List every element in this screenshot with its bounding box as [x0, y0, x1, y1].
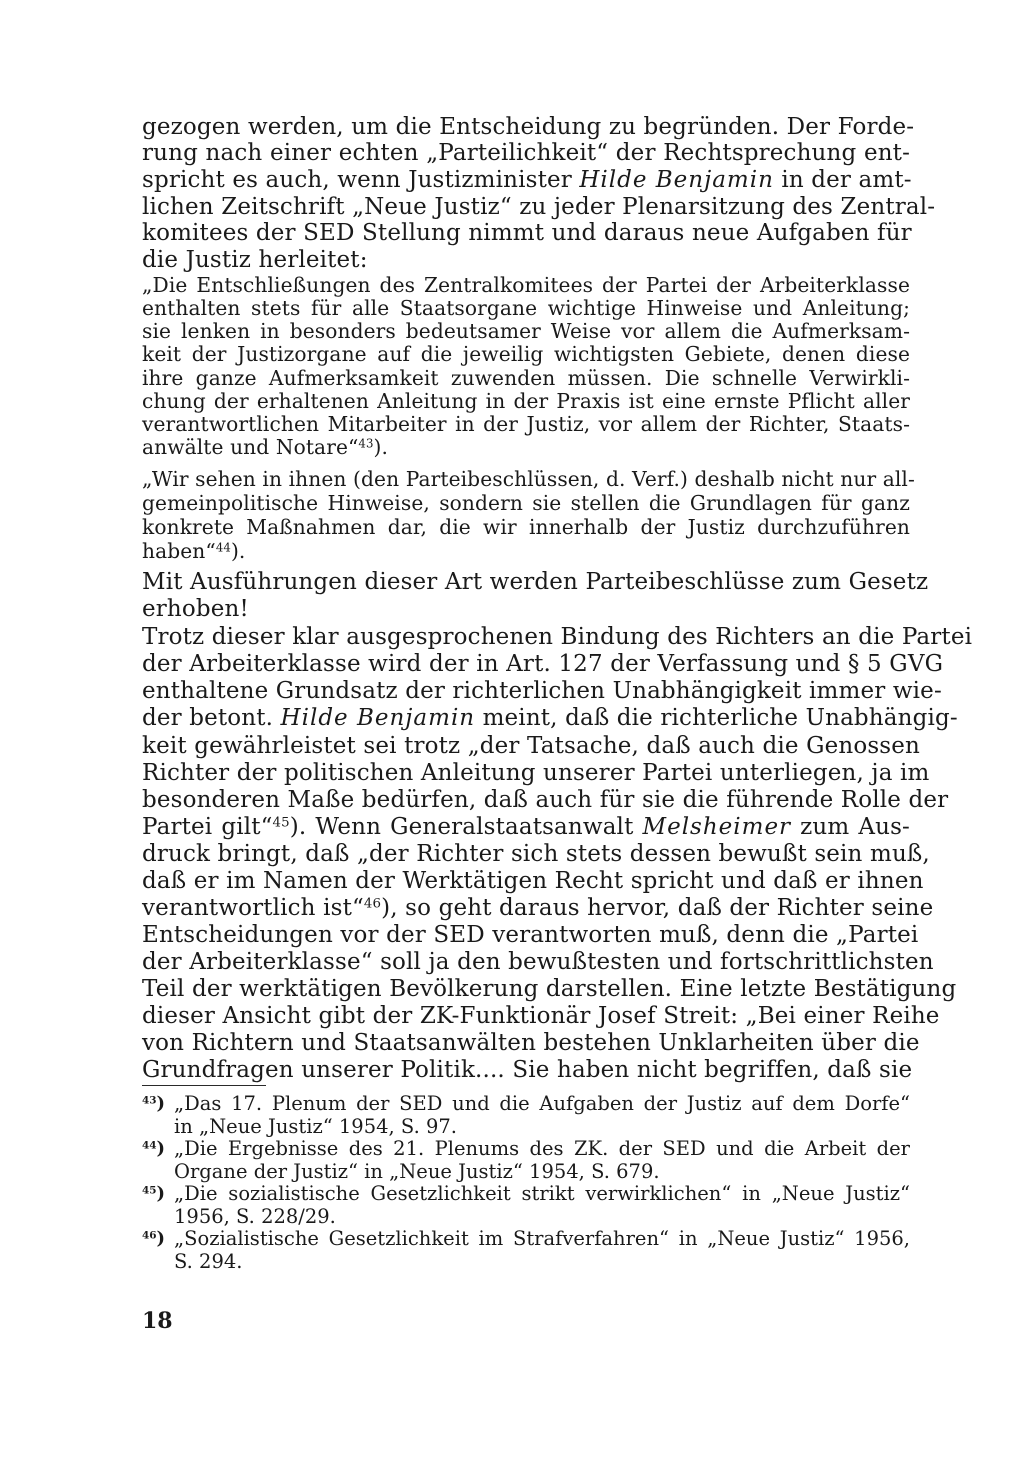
quote-line: verantwortlichen Mitarbeiter in der Justiz, vor allem der Richter, Staats- [142, 412, 910, 436]
footnote-text: in „Neue Justiz“ 1954, S. 97. [174, 1115, 457, 1138]
footnote-text: Organe der Justiz“ in „Neue Justiz“ 1954, S. 679. [174, 1160, 660, 1183]
quote-line: anwälte und Notare“$^{43}$). [142, 435, 389, 459]
quote-line: enthalten stets für alle Staatsorgane wichtige Hinweise und Anleitung; [142, 296, 910, 320]
quote-line: keit der Justizorgane auf die jeweilig wichtigsten Gebiete, denen diese [142, 342, 910, 366]
footnote-text: „Sozialistische Gesetzlichkeit im Strafverfahren“ in „Neue Justiz“ 1956, [174, 1227, 910, 1250]
person-name: Hilde Benjamin [579, 167, 774, 193]
page-number: 18 [142, 1308, 173, 1334]
footnote-separator [142, 1085, 266, 1086]
body-line: Mit Ausführungen dieser Art werden Parteibeschlüsse zum Gesetz [142, 569, 929, 595]
body-line: enthaltene Grundsatz der richterlichen Unabhängigkeit immer wie- [142, 678, 942, 704]
footnote-text: „Die sozialistische Gesetzlichkeit strikt verwirklichen“ in „Neue Justiz“ [174, 1182, 910, 1205]
body-line: lichen Zeitschrift „Neue Justiz“ zu jeder Plenarsitzung des Zentral- [142, 194, 936, 220]
body-line: Entscheidungen vor der SED verantworten muß, denn die „Partei [142, 922, 919, 948]
footnote-marker: $^{46}$) [142, 1228, 166, 1249]
body-line: rung nach einer echten „Parteilichkeit“ der Rechtsprechung ent- [142, 140, 910, 166]
body-line: Richter der politischen Anleitung unserer Partei unterliegen, ja im [142, 760, 930, 786]
body-line: verantwortlich ist“$^{46}$), so geht daraus hervor, daß der Richter seine [142, 895, 934, 921]
body-line: der Arbeiterklasse wird der in Art. 127 der Verfassung und § 5 GVG [142, 651, 944, 677]
person-name: Hilde Benjamin [280, 705, 476, 731]
body-line: erhoben! [142, 596, 249, 622]
quote-line: konkrete Maßnahmen dar, die wir innerhalb der Justiz durchzuführen [142, 515, 910, 539]
body-line: die Justiz herleitet: [142, 247, 368, 273]
body-line: gezogen werden, um die Entscheidung zu begründen. Der Forde- [142, 114, 915, 140]
footnote-ref: 45 [272, 815, 290, 831]
footnote-text: 1956, S. 228/29. [174, 1205, 336, 1228]
body-line: daß er im Namen der Werktätigen Recht spricht und daß er ihnen [142, 868, 924, 894]
quote-line: chung der erhaltenen Anleitung in der Praxis ist eine ernste Pflicht aller [142, 389, 910, 413]
body-line: besonderen Maße bedürfen, daß auch für sie die führende Rolle der [142, 787, 949, 813]
person-name: Melsheimer [642, 814, 792, 840]
body-line: druck bringt, daß „der Richter sich stets dessen bewußt sein muß, [142, 841, 930, 867]
body-line: spricht es auch, wenn Justizminister Hilde Benjamin in der amt- [142, 167, 912, 193]
footnote-ref: 46 [363, 896, 382, 912]
body-line: der Arbeiterklasse“ soll ja den bewußtesten und fortschrittlichsten [142, 949, 934, 975]
quote-line: ihre ganze Aufmerksamkeit zuwenden müssen. Die schnelle Verwirkli- [142, 366, 910, 390]
footnote-text: „Das 17. Plenum der SED und die Aufgaben der Justiz auf dem Dorfe“ [174, 1092, 910, 1115]
footnote-ref: 44 [215, 540, 231, 555]
footnote-marker: $^{44}$) [142, 1138, 166, 1159]
body-line: dieser Ansicht gibt der ZK-Funktionär Josef Streit: „Bei einer Reihe [142, 1003, 940, 1029]
body-line: Teil der werktätigen Bevölkerung darstellen. Eine letzte Bestätigung [142, 976, 957, 1002]
quote-line: sie lenken in besonders bedeutsamer Weise vor allem die Aufmerksam- [142, 319, 910, 343]
quote-line: „Die Entschließungen des Zentralkomitees der Partei der Arbeiterklasse [142, 273, 910, 297]
body-line: Trotz dieser klar ausgesprochenen Bindung des Richters an die Partei [142, 624, 973, 650]
quote-line: „Wir sehen in ihnen (den Parteibeschlüssen, d. Verf.) deshalb nicht nur all- [142, 467, 915, 491]
quote-line: haben“$^{44}$). [142, 539, 246, 563]
body-line: Partei gilt“$^{45}$). Wenn Generalstaatsanwalt Melsheimer zum Aus- [142, 814, 910, 840]
footnote-ref: 43 [358, 436, 374, 451]
footnote-text: „Die Ergebnisse des 21. Plenums des ZK. der SED und die Arbeit der [174, 1137, 910, 1160]
body-line: Grundfragen unserer Politik.... Sie haben nicht begriffen, daß sie [142, 1057, 913, 1083]
footnote-text: S. 294. [174, 1250, 243, 1273]
body-line: von Richtern und Staatsanwälten bestehen Unklarheiten über die [142, 1030, 920, 1056]
body-line: komitees der SED Stellung nimmt und daraus neue Aufgaben für [142, 220, 912, 246]
quote-line: gemeinpolitische Hinweise, sondern sie stellen die Grundlagen für ganz [142, 491, 910, 515]
body-line: keit gewährleistet sei trotz „der Tatsache, daß auch die Genossen [142, 733, 920, 759]
footnote-marker: $^{45}$) [142, 1183, 166, 1204]
footnote-marker: $^{43}$) [142, 1093, 166, 1114]
body-line: der betont. Hilde Benjamin meint, daß die richterliche Unabhängig- [142, 705, 958, 731]
